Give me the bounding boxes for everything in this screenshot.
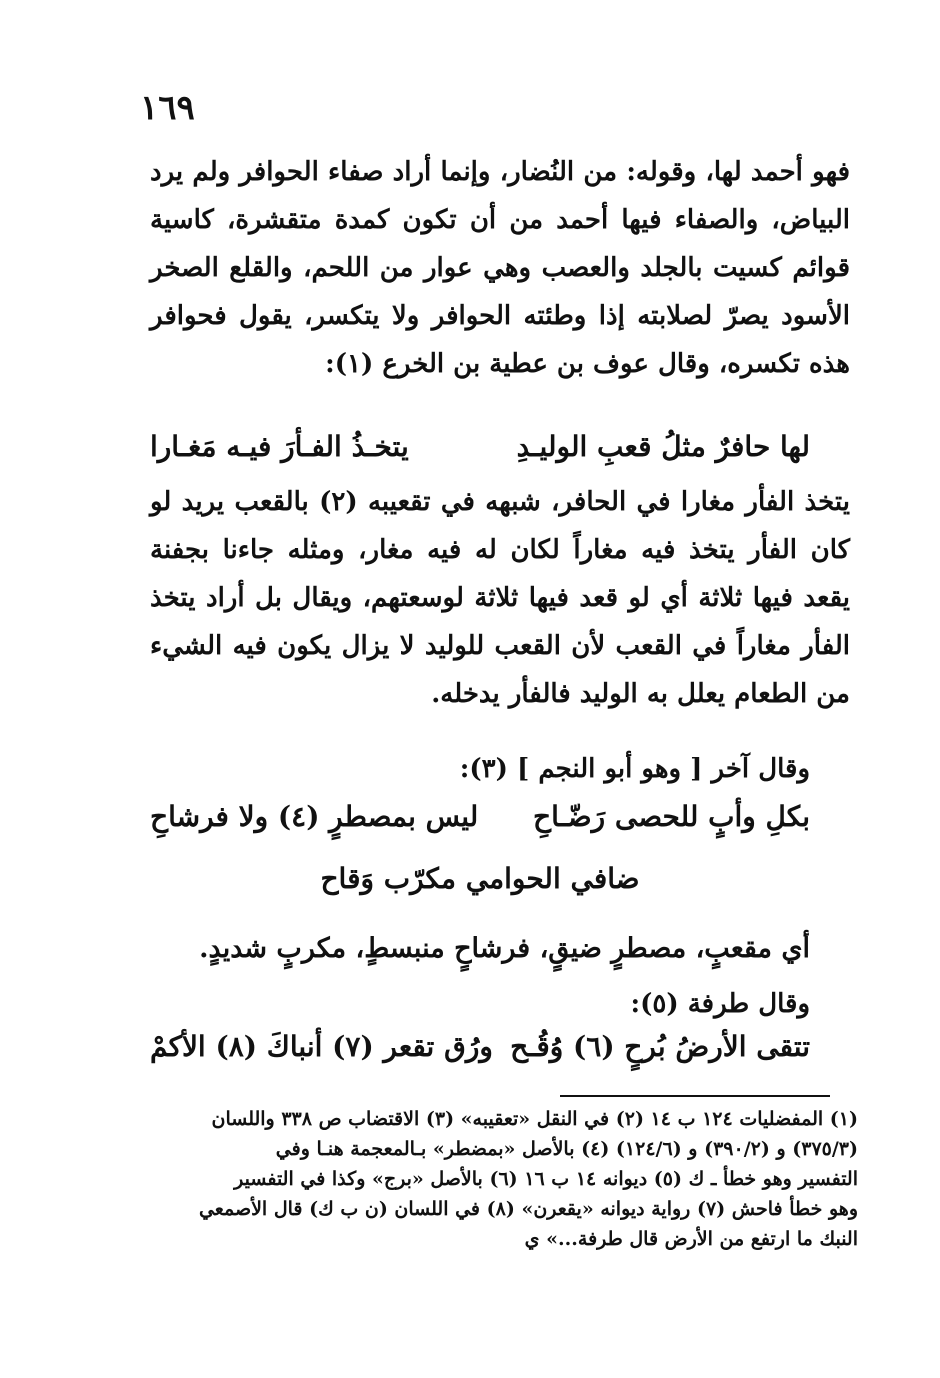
footnote-line: التفسير وهو خطأ ـ ك (٥) ديوانه ١٤ ب ١٦ (٦) بالأصل «برج» وكذا في التفسير bbox=[234, 1168, 858, 1190]
verse-first-hemistich: لها حافرٌ مثلُ قعبِ الوليـدِ bbox=[516, 430, 810, 463]
intro-tarafa: وقال طرفة (٥): bbox=[630, 989, 810, 1019]
verse-first-hemistich: تتقى الأرضُ بُرحٍ (٦) وُقُـح bbox=[510, 1030, 810, 1063]
paragraph-commentary-2: يتخذ الفأر مغارا في الحافر، شبهه في تقعيبه (٢) بالقعب يريد لو كان الفأر يتخذ فيه مغاراً لكان له فيه مغار، ومثله جاءنا بجفنة يقعد فيها ثلاثة أي لو قعد فيها ثلاثة لوسعتهم، ويقال بل أراد يتخذ الفأر مغاراً في القعب لأن القعب للوليد لا يزال يكون فيه الشيء من الطعام يعلل به الوليد فالفأر يدخله. bbox=[150, 487, 850, 709]
gloss-line: أي مقعبٍ، مصطرٍ ضيقٍ، فرشاحٍ منبسطٍ، مكربٍ شديدٍ. bbox=[199, 933, 810, 964]
footnote-line: (٣٧٥/٣) و (٣٩٠/٢) و (١٢٤/٦) (٤) بالأصل «بمضطر» بـالمعجمة هنـا وفي bbox=[275, 1138, 858, 1160]
footnote-divider bbox=[560, 1095, 830, 1097]
verse-second-hemistich: ورُق تقعر (٧) أنباكَ (٨) الأكمْ bbox=[150, 1030, 493, 1063]
intro-abu-najm: وقال آخر [ وهو أبو النجم ] (٣): bbox=[459, 754, 810, 784]
verse-second-hemistich: ليس بمصطرٍ (٤) ولا فرشاحِ bbox=[150, 800, 479, 833]
verse-abu-najm-2: ضافي الحوامي مكرّب وَقاح bbox=[320, 862, 640, 895]
verse-abu-najm-1 bbox=[150, 800, 810, 833]
footnote-line: وهو خطأ فاحش (٧) رواية ديوانه «يقعرن» (٨) في اللسان (ن ب ك) قال الأصمعي bbox=[198, 1198, 858, 1220]
footnote-line: النبك ما ارتفع من الأرض قال طرفة...» ي bbox=[524, 1228, 858, 1250]
footnote-line: (١) المفضليات ١٢٤ ب ١٤ (٢) في النقل «تعقيبه» (٣) الاقتضاب ص ٣٣٨ واللسان bbox=[211, 1108, 858, 1130]
verse-first-hemistich: بكلِ وأبٍ للحصى رَضّـاحِ bbox=[533, 800, 810, 833]
page-number: ١٦٩ bbox=[140, 88, 195, 128]
verse-auf-ibn-atiyya bbox=[150, 430, 810, 463]
paragraph-commentary-1: فهو أحمد لها، وقوله: من النُضار، وإنما أراد صفاء الحوافر ولم يرد البياض، والصفاء فيها أحمد من أن تكون كمدة متقشرة، كاسية قوائم كسيت بالجلد والعصب وهي عوار من اللحم، والقلع الصخر الأسود يصرّ لصلابته إذا وطئته الحوافر ولا يتكسر، يقول فحوافر هذه تكسره، وقال عوف بن عطية بن الخرع (١): bbox=[150, 157, 850, 379]
footnotes bbox=[158, 1104, 858, 1254]
verse-second-hemistich: يتخـذُ الفـأرَ فيـه مَغـارا bbox=[150, 430, 409, 463]
verse-tarafa bbox=[150, 1030, 810, 1063]
